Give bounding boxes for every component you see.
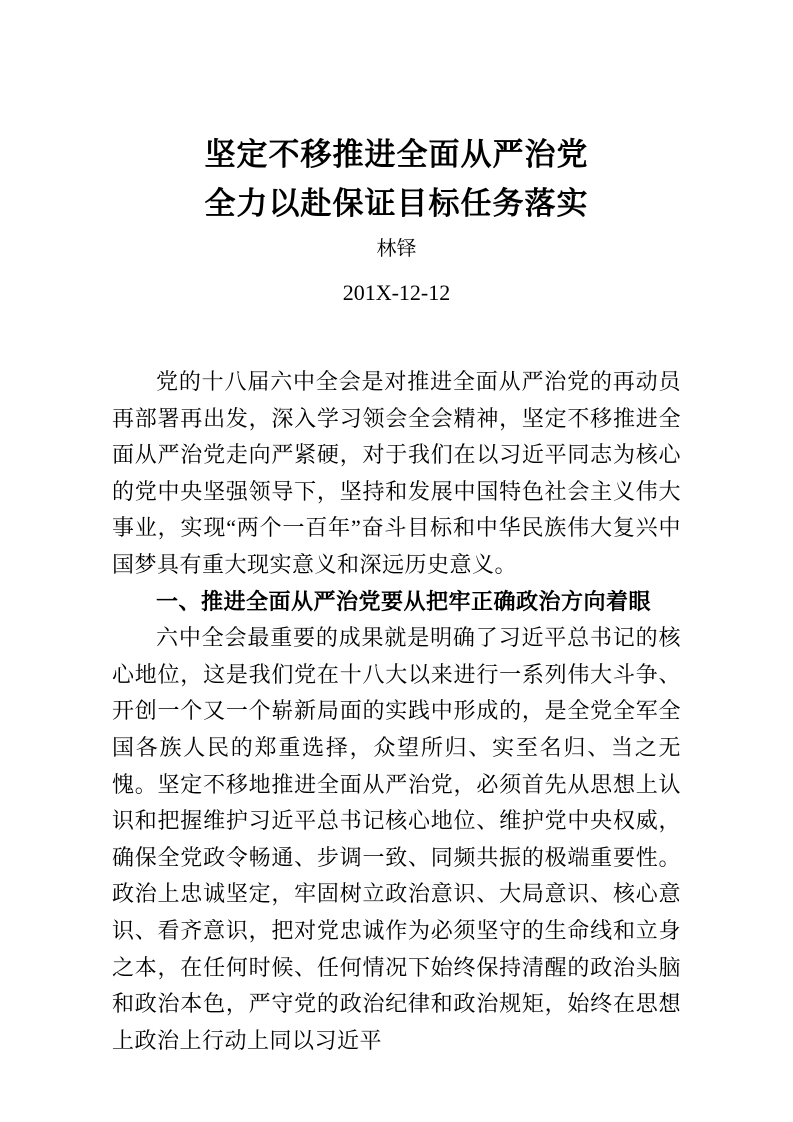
paragraph-intro: 党的十八届六中全会是对推进全面从严治党的再动员再部署再出发，深入学习领会全会精神，坚定不移推进全面从严治党走向严紧硬，对于我们在以习近平同志为核心的党中央坚强领导下，坚持和发展中国特色社会主义伟大事业，实现“两个一百年”奋斗目标和中华民族伟大复兴中国梦具有重大现实意义和深远历史意义。 [112,369,681,577]
document-date: 201X-12-12 [342,280,451,305]
document-title [112,130,681,228]
title-line-1: 坚定不移推进全面从严治党 [204,137,589,172]
author-name: 林铎 [376,238,417,260]
paragraph-section-1: 六中全会最重要的成果就是明确了习近平总书记的核心地位，这是我们党在十八大以来进行一系列伟大斗争、开创一个又一个崭新局面的实践中形成的，是全党全军全国各族人民的郑重选择，众望所归、实至名归、当之无愧。坚定不移地推进全面从严治党，必须首先从思想上认识和把握维护习近平总书记核心地位、维护党中央权威，确保全党政令畅通、步调一致、同频共振的极端重要性。政治上忠诚坚定，牢固树立政治意识、大局意识、核心意识、看齐意识，把对党忠诚作为必须坚守的生命线和立身之本，在任何时候、任何情况下始终保持清醒的政治头脑和政治本色，严守党的政治纪律和政治规矩，始终在思想上政治上行动上同以习近平 [112,625,681,1053]
section-heading-1: 一、推进全面从严治党要从把牢正确政治方向着眼 [156,588,652,614]
title-line-2: 全力以赴保证目标任务落实 [204,186,589,221]
document-body [112,364,681,1059]
